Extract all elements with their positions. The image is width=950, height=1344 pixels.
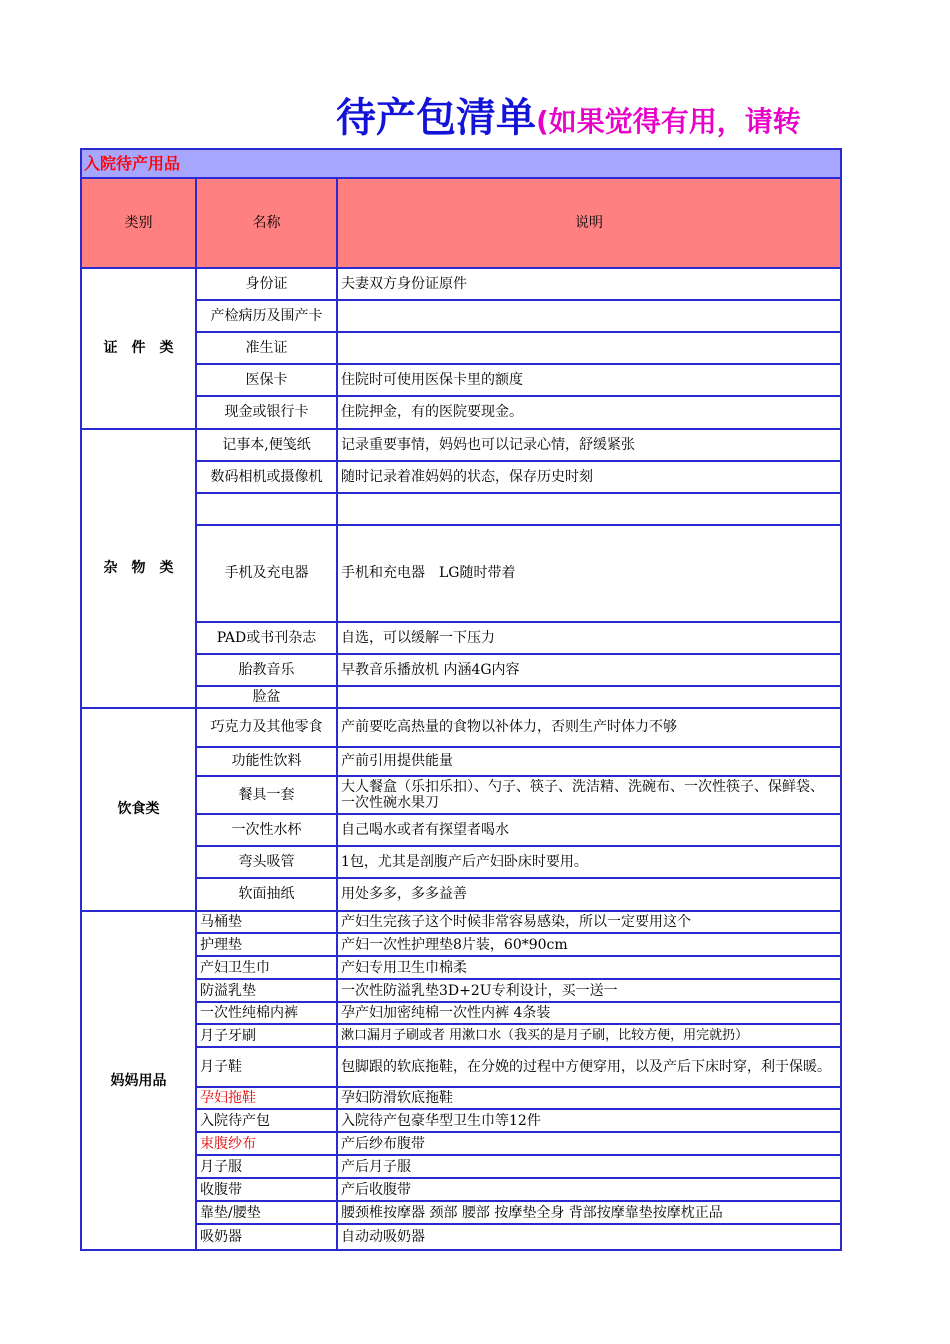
item-name: 现金或银行卡 [196,396,337,429]
item-desc: 记录重要事情，妈妈也可以记录心情，舒缓紧张 [337,429,841,461]
item-desc: 手机和充电器 LG随时带着 [337,525,841,622]
item-name: 月子鞋 [196,1047,337,1087]
item-desc: 产妇一次性护理垫8片装，60*90cm [337,933,841,956]
item-name: 胎教音乐 [196,654,337,686]
table-row [81,429,841,461]
header-name: 名称 [196,178,337,268]
item-name: 靠垫/腰垫 [196,1201,337,1224]
item-name: 记事本,便笺纸 [196,429,337,461]
item-desc: 自己喝水或者有探望者喝水 [337,814,841,846]
item-desc: 住院时可使用医保卡里的额度 [337,364,841,396]
item-name: PAD或书刊杂志 [196,622,337,654]
item-desc: 漱口漏月子刷或者 用漱口水（我买的是月子刷，比较方便，用完就扔） [337,1024,841,1047]
item-desc [337,493,841,525]
item-name: 身份证 [196,268,337,300]
item-name: 孕妇拖鞋 [196,1087,337,1109]
item-desc: 随时记录着准妈妈的状态，保存历史时刻 [337,461,841,493]
item-name: 功能性饮料 [196,747,337,776]
header-desc: 说明 [337,178,841,268]
item-desc: 包脚跟的软底拖鞋，在分娩的过程中方便穿用，以及产后下床时穿，利于保暖。 [337,1047,841,1087]
item-name: 弯头吸管 [196,846,337,878]
category-cell: 证 件 类 [81,268,196,429]
header-category: 类别 [81,178,196,268]
item-name: 月子服 [196,1155,337,1178]
item-desc: 产前要吃高热量的食物以补体力，否则生产时体力不够 [337,708,841,747]
item-desc: 产妇专用卫生巾棉柔 [337,956,841,979]
item-desc: 产后收腹带 [337,1178,841,1201]
item-name: 餐具一套 [196,776,337,814]
item-name: 数码相机或摄像机 [196,461,337,493]
item-name: 软面抽纸 [196,878,337,911]
item-desc: 用处多多，多多益善 [337,878,841,911]
item-name: 医保卡 [196,364,337,396]
item-name: 产妇卫生巾 [196,956,337,979]
item-desc [337,686,841,708]
category-cell: 妈妈用品 [81,911,196,1250]
item-desc: 孕妇防滑软底拖鞋 [337,1087,841,1109]
item-desc: 早教音乐播放机 内涵4G内容 [337,654,841,686]
item-desc: 自选，可以缓解一下压力 [337,622,841,654]
item-name: 巧克力及其他零食 [196,708,337,747]
section-row [81,149,841,178]
table-row [81,268,841,300]
item-desc: 孕产妇加密纯棉一次性内裤 4条装 [337,1002,841,1024]
item-desc [337,300,841,332]
item-desc: 产前引用提供能量 [337,747,841,776]
item-name: 准生证 [196,332,337,364]
item-name: 收腹带 [196,1178,337,1201]
table-row [81,911,841,933]
item-name: 脸盆 [196,686,337,708]
section-title: 入院待产用品 [81,149,841,178]
item-name: 产检病历及围产卡 [196,300,337,332]
item-desc: 入院待产包豪华型卫生巾等12件 [337,1109,841,1132]
table-row [81,708,841,747]
title-main: 待产包清单 [336,95,536,141]
item-desc: 一次性防溢乳垫3D+2U专利设计，买一送一 [337,979,841,1002]
item-name: 马桶垫 [196,911,337,933]
item-desc: 产后纱布腹带 [337,1132,841,1155]
item-name: 护理垫 [196,933,337,956]
item-desc: 1包，尤其是剖腹产后产妇卧床时要用。 [337,846,841,878]
item-name: 防溢乳垫 [196,979,337,1002]
item-name: 手机及充电器 [196,525,337,622]
item-name: 吸奶器 [196,1224,337,1250]
item-name: 月子牙刷 [196,1024,337,1047]
checklist-table [80,148,842,1251]
item-desc: 大人餐盒（乐扣乐扣）、勺子、筷子、洗洁精、洗碗布、一次性筷子、保鲜袋、一次性碗水果刀 [337,776,841,814]
item-desc: 产后月子服 [337,1155,841,1178]
item-desc [337,332,841,364]
item-desc: 产妇生完孩子这个时候非常容易感染，所以一定要用这个 [337,911,841,933]
page-title [336,92,840,144]
item-name: 一次性纯棉内裤 [196,1002,337,1024]
title-sub: (如果觉得有用，请转 [536,105,801,138]
item-name: 入院待产包 [196,1109,337,1132]
item-desc: 腰颈椎按摩器 颈部 腰部 按摩垫全身 背部按摩靠垫按摩枕正品 [337,1201,841,1224]
item-name: 一次性水杯 [196,814,337,846]
item-desc: 夫妻双方身份证原件 [337,268,841,300]
header-row [81,178,841,268]
item-desc: 自动动吸奶器 [337,1224,841,1250]
item-desc: 住院押金，有的医院要现金。 [337,396,841,429]
category-cell: 杂 物 类 [81,429,196,708]
item-name [196,493,337,525]
item-name: 束腹纱布 [196,1132,337,1155]
category-cell: 饮食类 [81,708,196,911]
